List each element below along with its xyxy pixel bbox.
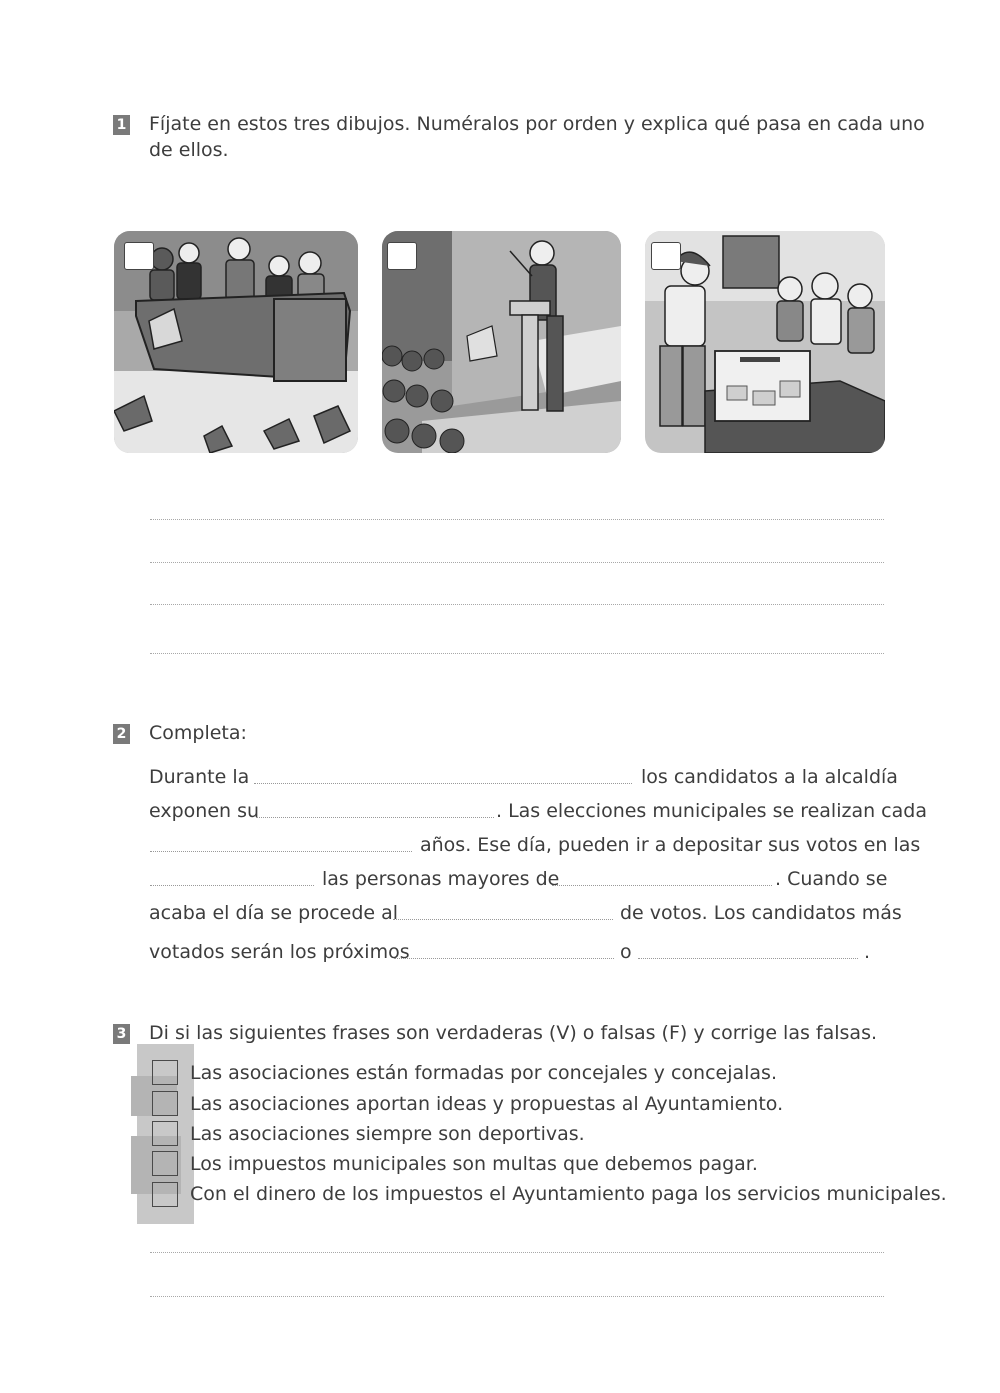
fill-text: . Cuando se: [775, 868, 888, 890]
fill-text: las personas mayores de: [322, 868, 560, 890]
answer-line[interactable]: [150, 653, 884, 654]
fill-text: años. Ese día, pueden ir a depositar sus votos en las: [420, 834, 921, 856]
correction-line[interactable]: [150, 1296, 884, 1297]
order-number-box-1[interactable]: [124, 242, 154, 270]
fill-blank[interactable]: [256, 817, 494, 818]
fill-text: exponen su: [149, 800, 260, 822]
fill-text: acaba el día se procede al: [149, 902, 399, 924]
fill-blank[interactable]: [552, 885, 772, 886]
exercise-1-instruction-line1: Fíjate en estos tres dibujos. Numéralos por orden y explica qué pasa en cada uno: [149, 113, 925, 135]
exercise-2-title: Completa:: [149, 722, 247, 744]
answer-line[interactable]: [150, 562, 884, 563]
exercise-number-1: 1: [113, 115, 130, 135]
statement-text: Las asociaciones aportan ideas y propuestas al Ayuntamiento.: [190, 1093, 784, 1115]
fill-text: Durante la: [149, 766, 250, 788]
fill-text: .: [864, 941, 871, 963]
order-number-box-2[interactable]: [387, 242, 417, 270]
fill-text: los candidatos a la alcaldía: [641, 766, 898, 788]
fill-text: votados serán los próximos: [149, 941, 410, 963]
exercise-3-title: Di si las siguientes frases son verdaderas (V) o falsas (F) y corrige las falsas.: [149, 1022, 878, 1044]
fill-blank[interactable]: [150, 851, 412, 852]
fill-blank[interactable]: [150, 885, 314, 886]
order-number-box-3[interactable]: [651, 242, 681, 270]
true-false-box[interactable]: [152, 1060, 178, 1085]
statement-text: Las asociaciones siempre son deportivas.: [190, 1123, 585, 1145]
exercise-1-instruction-line2: de ellos.: [149, 139, 229, 161]
correction-line[interactable]: [150, 1252, 884, 1253]
statement-text: Los impuestos municipales son multas que debemos pagar.: [190, 1153, 758, 1175]
answer-line[interactable]: [150, 604, 884, 605]
fill-text: de votos. Los candidatos más: [620, 902, 902, 924]
true-false-box[interactable]: [152, 1121, 178, 1146]
exercise-number-2: 2: [113, 724, 130, 744]
statement-text: Con el dinero de los impuestos el Ayuntamiento paga los servicios municipales.: [190, 1183, 947, 1205]
answer-line[interactable]: [150, 519, 884, 520]
fill-blank[interactable]: [254, 783, 632, 784]
true-false-box[interactable]: [152, 1151, 178, 1176]
exercise-number-3: 3: [113, 1024, 130, 1044]
statement-text: Las asociaciones están formadas por concejales y concejalas.: [190, 1062, 777, 1084]
fill-text: . Las elecciones municipales se realizan cada: [496, 800, 927, 822]
true-false-box[interactable]: [152, 1091, 178, 1116]
voting-ballot-box-illustration: [645, 231, 885, 453]
candidate-speech-illustration: [382, 231, 621, 453]
fill-blank[interactable]: [393, 919, 613, 920]
fill-text: o: [620, 941, 632, 963]
fill-blank[interactable]: [394, 958, 614, 959]
true-false-box[interactable]: [152, 1182, 178, 1207]
fill-blank[interactable]: [638, 958, 858, 959]
